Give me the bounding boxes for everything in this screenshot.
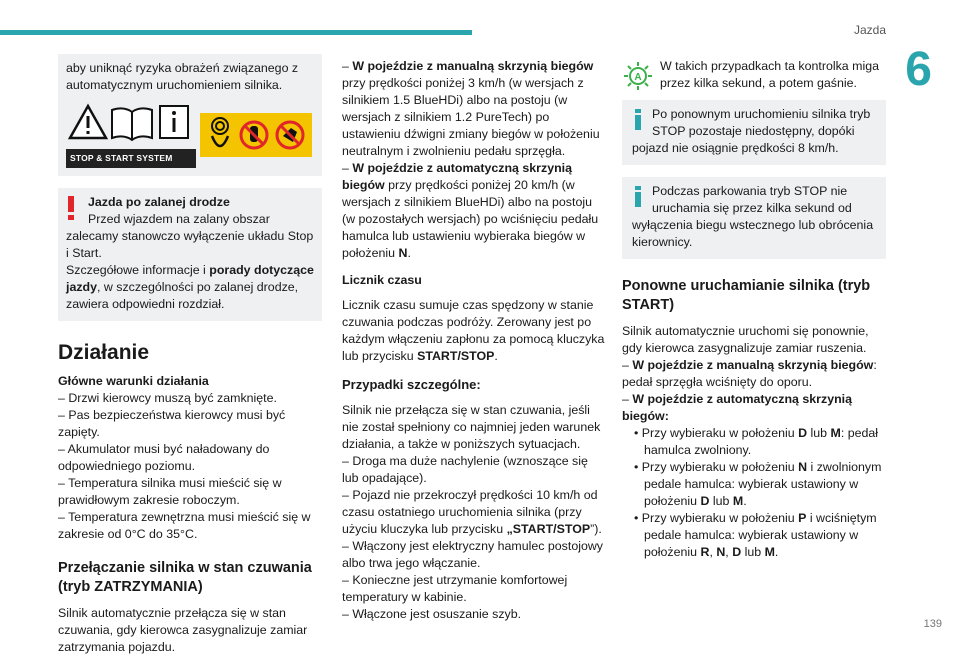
bullet-text: i zwolnionym pedale hamulca: wybierak ustawiony w położeniu <box>644 460 882 508</box>
special-item: – Włączony jest elektryczny hamulec postojowy albo trwa jego włączanie. <box>342 539 603 570</box>
gear-r: R <box>700 545 710 559</box>
bullet-text: : pedał hamulca zwolniony. <box>644 426 879 457</box>
condition-item: – Akumulator musi być naładowany do odpowiedniego poziomu. <box>58 442 270 473</box>
sticker-label: STOP & START SYSTEM <box>66 149 196 168</box>
note-text: aby uniknąć ryzyka obrażeń związanego z automatycznym uruchomieniem silnika. <box>66 61 299 92</box>
special-item-text: – Pojazd nie przekroczył prędkości 10 km/h od czasu ostatniego uruchomienia silnika (przy użyciu kluczyka lub przycisku <box>342 488 598 536</box>
manual-text: przy prędkości poniżej 3 km/h (w wersjach z silnikiem 1.5 BlueHDi) albo na postoju (w wersjach z silnikiem 1.2 PureTech) po ustawieniu dźwigni zmiany biegów w położeniu neutralnym i zwolnieniu pedału sprzęgła. <box>342 76 600 158</box>
gear-d: D <box>732 545 742 559</box>
restart-bullet: • Przy wybieraku w położeniu N i zwolnionym pedale hamulca: wybierak ustawiony w położeniu D lub M. <box>634 460 882 508</box>
auto-label: W pojeździe z automatyczną skrzynią biegów <box>342 161 572 192</box>
restart-text: Silnik automatycznie uruchomi się ponownie, gdy kierowca zasygnalizuje zamiar ruszenia. <box>622 324 869 355</box>
heading-special-cases: Przypadki szczególne: <box>342 377 481 392</box>
bullet-text: lub <box>709 494 733 508</box>
column-2 <box>342 58 606 623</box>
note-box <box>58 54 322 176</box>
page-number: 139 <box>923 618 942 630</box>
licznik-paragraph: Licznik czasu sumuje czas spędzony w stanie czuwania podczas podróży. Zerowany jest po każdym włączeniu zapłonu za pomocą kluczyka lub przycisku START/STOP. <box>342 298 605 363</box>
no-touch-icon <box>239 116 269 154</box>
info-icon <box>632 186 646 206</box>
special-item: – Włączone jest osuszanie szyb. <box>342 607 522 621</box>
lamp-text: W takich przypadkach ta kontrolka miga przez kilka sekund, a potem gaśnie. <box>660 59 879 90</box>
warning-box <box>58 188 322 321</box>
special-intro: Silnik nie przełącza się w stan czuwania, jeśli nie został spełniony co najmniej jeden warunek działania, a także w poniższych sytuacjach. <box>342 403 601 451</box>
start-stop-label: „START/STOP <box>506 522 591 536</box>
auto-paragraph: – W pojeździe z automatyczną skrzynią biegów przy prędkości poniżej 20 km/h (w wersjach z silnikiem BlueHDi) albo na postoju (w pozostałych wersjach) po wciśnięciu pedału hamulca lub ustawieniu wybieraka biegów w położeniu N. <box>342 161 599 260</box>
restart-bullet: • Przy wybieraku w położeniu P i wciśniętym pedale hamulca: wybierak ustawiony w położeniu R, N, D lub M. <box>634 511 877 559</box>
bullet-text: Przy wybieraku w położeniu <box>641 426 799 440</box>
gear-m: M <box>764 545 775 559</box>
manual-text: : pedał sprzęgła wciśnięty do oporu. <box>622 358 877 389</box>
heading-dzialanie: Działanie <box>58 341 150 364</box>
warning-details-text: Szczegółowe informacje i <box>66 263 210 277</box>
info-text: Po ponownym uruchomieniu silnika tryb STOP pozostaje niedostępny, dopóki pojazd nie osiągnie prędkości 8 km/h. <box>632 107 871 155</box>
column-1 <box>58 54 322 656</box>
special-item <box>342 487 606 538</box>
gear-p: P <box>798 511 807 525</box>
sticker-left <box>66 102 196 168</box>
restart-manual: – W pojeździe z manualną skrzynią biegów: pedał sprzęgła wciśnięty do oporu. <box>622 358 877 389</box>
gear-m: M <box>830 426 841 440</box>
auto-label: W pojeździe z automatyczną skrzynią biegów <box>622 392 852 423</box>
condition-item: – Pas bezpieczeństwa kierowcy musi być zapięty. <box>58 408 286 439</box>
gear-d: D <box>700 494 710 508</box>
warning-text: Przed wjazdem na zalany obszar zalecamy stanowczo wyłączenie układu Stop i Start. <box>66 212 314 260</box>
info-text: Podczas parkowania tryb STOP nie uruchamia się przez kilka sekund od wyłączenia biegu wstecznego lub obrócenia kierownicy. <box>632 184 874 249</box>
no-hand-icon <box>275 116 305 154</box>
restart-auto: – W pojeździe z automatyczną skrzynią biegów: <box>622 392 852 423</box>
restart-bullet: • Przy wybieraku w położeniu D lub M: pedał hamulca zwolniony. <box>634 426 879 457</box>
lamp-note <box>622 58 886 92</box>
warning-icon <box>68 196 74 212</box>
warning-manual-icon <box>66 102 196 142</box>
special-item: – Konieczne jest utrzymanie komfortowej temperatury w kabinie. <box>342 573 568 604</box>
condition-item: – Drzwi kierowcy muszą być zamknięte. <box>58 391 277 405</box>
start-stop-label: START/STOP <box>417 349 495 363</box>
svg-text:A: A <box>634 72 642 83</box>
manual-paragraph: – W pojeździe z manualną skrzynią biegów przy prędkości poniżej 3 km/h (w wersjach z silnikiem 1.5 BlueHDi) albo na postoju (w wersjach z silnikiem 1.2 PureTech) po ustawieniu dźwigni zmiany biegów w położeniu neutralnym i zwolnieniu pedału sprzęgła. <box>342 59 600 158</box>
auto-text: przy prędkości poniżej 20 km/h (w wersjach z silnikiem BlueHDi) albo na postoju (w pozostałych wersjach) po wciśnięciu pedału hamulca lub ustawieniu wybieraka biegów w położeniu <box>342 178 599 260</box>
info-box <box>622 100 886 165</box>
heading-restart: Ponowne uruchamianie silnika (tryb START) <box>622 278 871 313</box>
special-item-text-end: ”). <box>590 522 602 536</box>
bullet-text: i wciśniętym pedale hamulca: wybierak ustawiony w położeniu <box>644 511 877 559</box>
bullet-text: lub <box>807 426 831 440</box>
warning-details-link: porady dotyczące jazdy <box>66 263 314 294</box>
manual-label: W pojeździe z manualną skrzynią biegów <box>632 358 874 372</box>
column-3 <box>622 58 886 561</box>
stop-start-lamp-icon <box>622 60 654 92</box>
gear-n: N <box>398 246 408 260</box>
licznik-text: Licznik czasu sumuje czas spędzony w stanie czuwania podczas podróży. Zerowany jest po każdym włączeniu zapłonu za pomocą kluczyka lub przycisku <box>342 298 605 363</box>
stop-text: Silnik automatycznie przełącza się w stan czuwania, gdy kierowca zasygnalizuje zamiar zatrzymania pojazdu. <box>58 606 308 654</box>
section-title: Jazda <box>853 23 886 37</box>
conditions-title: Główne warunki działania <box>58 374 209 388</box>
manual-label: W pojeździe z manualną skrzynią biegów <box>352 59 594 73</box>
sticker-warning-block <box>200 113 312 157</box>
heading-stop-mode: Przełączanie silnika w stan czuwania (tryb ZATRZYMANIA) <box>58 560 312 595</box>
warning-title: Jazda po zalanej drodze <box>88 195 230 209</box>
condition-item: – Temperatura zewnętrzna musi mieścić się w zakresie od 0°C do 35°C. <box>58 510 311 541</box>
gear-n: N <box>716 545 726 559</box>
belt-icon <box>207 116 233 154</box>
gear-n: N <box>798 460 808 474</box>
gear-d: D <box>798 426 808 440</box>
warning-details <box>66 262 314 313</box>
heading-licznik: Licznik czasu <box>342 273 422 287</box>
info-icon <box>632 109 646 129</box>
condition-item: – Temperatura silnika musi mieścić się w prawidłowym zakresie roboczym. <box>58 476 282 507</box>
warning-details-text-end: , w szczególności po zalanej drodze, zawiera odpowiedni rozdział. <box>66 280 299 311</box>
info-box <box>622 177 886 259</box>
bullet-text: Przy wybieraku w położeniu <box>641 460 799 474</box>
bullet-text: Przy wybieraku w położeniu <box>641 511 799 525</box>
stop-start-sticker <box>66 102 314 168</box>
bullet-text: lub <box>741 545 765 559</box>
gear-m: M <box>732 494 744 508</box>
chapter-number: 6 <box>905 43 932 96</box>
header-accent-bar <box>0 30 472 35</box>
special-item: – Droga ma duże nachylenie (wznoszące się lub opadające). <box>342 454 588 485</box>
